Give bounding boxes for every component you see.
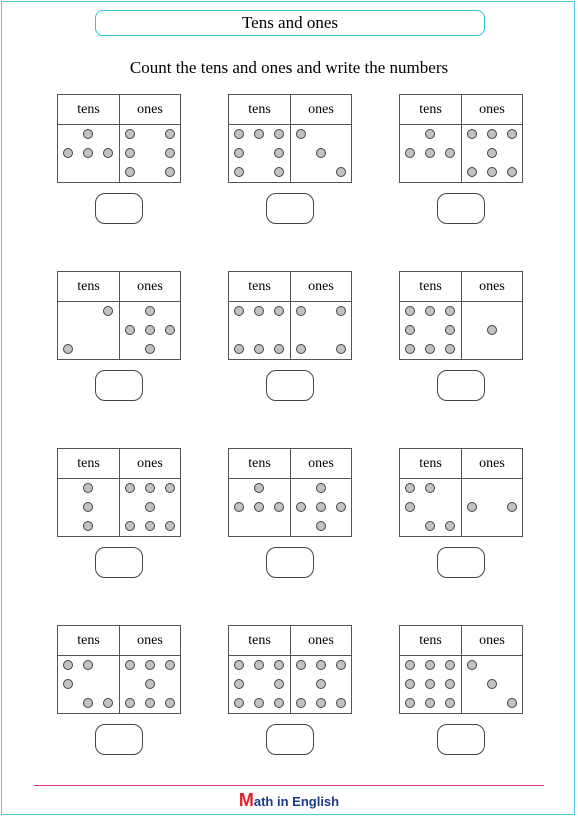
- answer-box[interactable]: [95, 193, 143, 224]
- one-dot: [316, 698, 326, 708]
- tens-header: tens: [248, 456, 271, 471]
- ten-dot: [445, 306, 455, 316]
- tens-cell: [58, 302, 119, 359]
- ten-dot: [405, 483, 415, 493]
- one-dot: [467, 502, 477, 512]
- ten-dot: [405, 306, 415, 316]
- ten-dot: [445, 344, 455, 354]
- answer-box[interactable]: [266, 193, 314, 224]
- problem-8: [228, 448, 352, 593]
- ten-dot: [445, 698, 455, 708]
- one-dot: [165, 325, 175, 335]
- one-dot: [487, 679, 497, 689]
- problem-4: [57, 271, 181, 416]
- tens-cell: [229, 302, 290, 359]
- ones-header: ones: [308, 633, 334, 648]
- place-value-table: [57, 625, 181, 714]
- place-value-table: [228, 625, 352, 714]
- answer-box[interactable]: [437, 547, 485, 578]
- ones-cell: [291, 125, 351, 182]
- one-dot: [296, 344, 306, 354]
- one-dot: [145, 698, 155, 708]
- one-dot: [487, 167, 497, 177]
- place-value-table: [399, 94, 523, 183]
- tens-cell: [229, 656, 290, 713]
- one-dot: [145, 344, 155, 354]
- ten-dot: [445, 148, 455, 158]
- ones-cell: [120, 479, 180, 536]
- one-dot: [165, 148, 175, 158]
- one-dot: [165, 129, 175, 139]
- one-dot: [467, 167, 477, 177]
- ones-header: ones: [479, 456, 505, 471]
- ten-dot: [405, 660, 415, 670]
- one-dot: [125, 698, 135, 708]
- answer-box[interactable]: [437, 193, 485, 224]
- place-value-table: [57, 448, 181, 537]
- place-value-table: [57, 271, 181, 360]
- one-dot: [296, 660, 306, 670]
- ten-dot: [234, 502, 244, 512]
- tens-cell: [229, 479, 290, 536]
- ones-cell: [462, 125, 522, 182]
- ten-dot: [254, 129, 264, 139]
- tens-cell: [400, 656, 461, 713]
- instruction-text: Count the tens and ones and write the numbers: [129, 58, 449, 77]
- ones-header: ones: [137, 279, 163, 294]
- ten-dot: [234, 660, 244, 670]
- one-dot: [336, 167, 346, 177]
- one-dot: [165, 660, 175, 670]
- ones-header: ones: [308, 279, 334, 294]
- ten-dot: [83, 129, 93, 139]
- ones-cell: [462, 302, 522, 359]
- ones-header: ones: [479, 633, 505, 648]
- ten-dot: [425, 148, 435, 158]
- ten-dot: [254, 483, 264, 493]
- one-dot: [145, 502, 155, 512]
- one-dot: [296, 502, 306, 512]
- one-dot: [145, 483, 155, 493]
- ten-dot: [405, 502, 415, 512]
- ten-dot: [274, 306, 284, 316]
- ten-dot: [83, 521, 93, 531]
- place-value-table: [399, 271, 523, 360]
- ten-dot: [83, 698, 93, 708]
- footer-divider: [34, 785, 544, 786]
- ones-cell: [291, 656, 351, 713]
- answer-box[interactable]: [95, 724, 143, 755]
- ten-dot: [234, 306, 244, 316]
- one-dot: [296, 129, 306, 139]
- tens-header: tens: [77, 633, 100, 648]
- ones-header: ones: [308, 102, 334, 117]
- logo-letter-m: M: [238, 790, 254, 810]
- tens-header: tens: [419, 279, 442, 294]
- place-value-table: [399, 448, 523, 537]
- ten-dot: [405, 344, 415, 354]
- ten-dot: [83, 483, 93, 493]
- one-dot: [165, 167, 175, 177]
- ten-dot: [425, 679, 435, 689]
- one-dot: [316, 679, 326, 689]
- ten-dot: [274, 679, 284, 689]
- ten-dot: [445, 325, 455, 335]
- one-dot: [145, 325, 155, 335]
- ones-header: ones: [479, 279, 505, 294]
- one-dot: [507, 502, 517, 512]
- problem-2: [228, 94, 352, 239]
- tens-cell: [400, 125, 461, 182]
- ones-cell: [120, 656, 180, 713]
- ones-header: ones: [137, 456, 163, 471]
- one-dot: [145, 679, 155, 689]
- problem-12: [399, 625, 523, 770]
- ten-dot: [425, 660, 435, 670]
- ten-dot: [274, 129, 284, 139]
- one-dot: [165, 698, 175, 708]
- ten-dot: [234, 344, 244, 354]
- ones-cell: [291, 302, 351, 359]
- one-dot: [125, 167, 135, 177]
- ten-dot: [425, 129, 435, 139]
- one-dot: [336, 306, 346, 316]
- ten-dot: [234, 698, 244, 708]
- one-dot: [125, 483, 135, 493]
- answer-box[interactable]: [266, 547, 314, 578]
- ten-dot: [425, 483, 435, 493]
- problem-11: [228, 625, 352, 770]
- problem-7: [57, 448, 181, 593]
- ones-header: ones: [137, 102, 163, 117]
- ten-dot: [63, 679, 73, 689]
- one-dot: [487, 148, 497, 158]
- answer-box[interactable]: [437, 370, 485, 401]
- one-dot: [296, 306, 306, 316]
- tens-header: tens: [77, 102, 100, 117]
- ones-cell: [462, 656, 522, 713]
- ten-dot: [405, 698, 415, 708]
- one-dot: [487, 325, 497, 335]
- one-dot: [125, 325, 135, 335]
- problem-5: [228, 271, 352, 416]
- ten-dot: [405, 325, 415, 335]
- footer-logo: [0, 790, 578, 811]
- ten-dot: [254, 698, 264, 708]
- ones-cell: [120, 302, 180, 359]
- ten-dot: [445, 660, 455, 670]
- ten-dot: [405, 679, 415, 689]
- ten-dot: [103, 148, 113, 158]
- place-value-table: [399, 625, 523, 714]
- ten-dot: [83, 148, 93, 158]
- problem-6: [399, 271, 523, 416]
- logo-text: ath in English: [253, 794, 340, 809]
- one-dot: [165, 521, 175, 531]
- one-dot: [125, 148, 135, 158]
- one-dot: [487, 129, 497, 139]
- one-dot: [507, 167, 517, 177]
- one-dot: [125, 129, 135, 139]
- one-dot: [467, 129, 477, 139]
- one-dot: [145, 660, 155, 670]
- place-value-table: [228, 271, 352, 360]
- ten-dot: [103, 306, 113, 316]
- one-dot: [125, 521, 135, 531]
- ones-header: ones: [479, 102, 505, 117]
- one-dot: [336, 502, 346, 512]
- one-dot: [165, 483, 175, 493]
- ten-dot: [234, 148, 244, 158]
- ten-dot: [83, 660, 93, 670]
- ten-dot: [63, 148, 73, 158]
- tens-cell: [58, 125, 119, 182]
- one-dot: [125, 660, 135, 670]
- one-dot: [507, 129, 517, 139]
- problem-9: [399, 448, 523, 593]
- place-value-table: [228, 94, 352, 183]
- ten-dot: [274, 502, 284, 512]
- ten-dot: [254, 502, 264, 512]
- tens-cell: [400, 302, 461, 359]
- place-value-table: [57, 94, 181, 183]
- ten-dot: [234, 167, 244, 177]
- ten-dot: [425, 344, 435, 354]
- ten-dot: [274, 344, 284, 354]
- tens-header: tens: [419, 633, 442, 648]
- one-dot: [467, 660, 477, 670]
- ten-dot: [445, 521, 455, 531]
- answer-box[interactable]: [266, 370, 314, 401]
- ten-dot: [254, 306, 264, 316]
- problem-1: [57, 94, 181, 239]
- ten-dot: [254, 344, 264, 354]
- one-dot: [145, 521, 155, 531]
- ten-dot: [425, 521, 435, 531]
- ten-dot: [83, 502, 93, 512]
- ten-dot: [274, 148, 284, 158]
- ten-dot: [274, 698, 284, 708]
- one-dot: [507, 698, 517, 708]
- ten-dot: [425, 306, 435, 316]
- ten-dot: [234, 679, 244, 689]
- ones-header: ones: [137, 633, 163, 648]
- tens-header: tens: [419, 456, 442, 471]
- tens-header: tens: [419, 102, 442, 117]
- ten-dot: [103, 698, 113, 708]
- ten-dot: [445, 679, 455, 689]
- ten-dot: [63, 660, 73, 670]
- place-value-table: [228, 448, 352, 537]
- ten-dot: [425, 698, 435, 708]
- ten-dot: [63, 344, 73, 354]
- tens-cell: [58, 656, 119, 713]
- one-dot: [145, 306, 155, 316]
- answer-box[interactable]: [437, 724, 485, 755]
- one-dot: [336, 660, 346, 670]
- ones-header: ones: [308, 456, 334, 471]
- tens-cell: [229, 125, 290, 182]
- answer-box[interactable]: [266, 724, 314, 755]
- one-dot: [316, 148, 326, 158]
- tens-header: tens: [77, 456, 100, 471]
- tens-cell: [58, 479, 119, 536]
- tens-header: tens: [248, 279, 271, 294]
- one-dot: [336, 344, 346, 354]
- one-dot: [316, 502, 326, 512]
- ten-dot: [405, 148, 415, 158]
- tens-header: tens: [248, 102, 271, 117]
- problem-10: [57, 625, 181, 770]
- problem-3: [399, 94, 523, 239]
- tens-header: tens: [248, 633, 271, 648]
- ten-dot: [234, 129, 244, 139]
- one-dot: [316, 521, 326, 531]
- one-dot: [296, 698, 306, 708]
- ten-dot: [274, 660, 284, 670]
- answer-box[interactable]: [95, 547, 143, 578]
- answer-box[interactable]: [95, 370, 143, 401]
- ones-cell: [291, 479, 351, 536]
- ten-dot: [254, 660, 264, 670]
- one-dot: [316, 660, 326, 670]
- ones-cell: [462, 479, 522, 536]
- one-dot: [336, 698, 346, 708]
- tens-header: tens: [77, 279, 100, 294]
- ten-dot: [274, 167, 284, 177]
- ones-cell: [120, 125, 180, 182]
- one-dot: [316, 483, 326, 493]
- page-title: Tens and ones: [95, 10, 485, 36]
- tens-cell: [400, 479, 461, 536]
